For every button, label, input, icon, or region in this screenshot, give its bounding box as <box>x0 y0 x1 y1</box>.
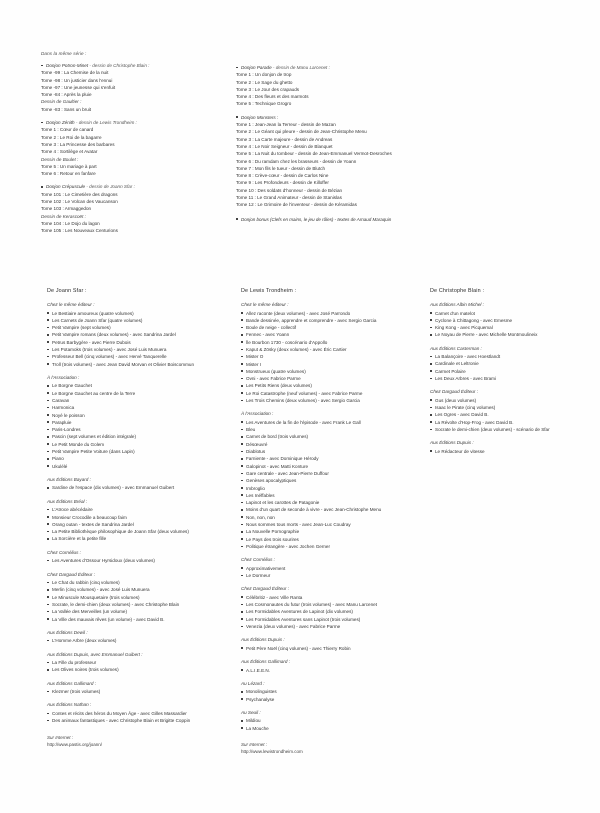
publisher-heading: Chez Dargaud Éditeur : <box>47 571 96 577</box>
publisher-heading: Aux Éditions Casterman : <box>430 345 482 351</box>
tome-entry: Tome 1 : Jean-Jean la Terreur - dessin de Mazan <box>236 122 336 128</box>
series-artist: - dessin de Christophe Blain : <box>88 63 150 68</box>
series-artist: - dessin de Joann Sfar : <box>85 184 135 190</box>
list-item: La Balançoire - avec Hoestlandt <box>430 353 595 360</box>
list-item: Le Pays des trois sourires <box>241 536 431 543</box>
tome-entry: Tome -97 : Une jeunesse qui s'enfuit <box>41 84 116 90</box>
work-list <box>241 717 431 732</box>
list-item: Les Deux Arbres - avec Brami <box>430 375 595 382</box>
publisher-heading: Aux Éditions Bréal : <box>47 498 88 504</box>
list-item: Galopinot - avec Matti Konture <box>241 463 431 470</box>
list-item: Monstrueux (quatre volumes) <box>241 368 431 375</box>
list-item: Nous sommes tous morts - avec Jean-Luc Coudray <box>241 521 431 528</box>
publisher-heading: Aux Éditions Albin Michel : <box>430 302 484 307</box>
list-item: Cyclone à Chittagong - avec Emesme <box>430 317 595 324</box>
website-url[interactable]: http://www.pastis.org/joann/ <box>47 741 103 747</box>
series-title: Donjon Parade <box>241 65 272 70</box>
publisher-heading: Aux Éditions Dupuis : <box>430 440 474 446</box>
work-list <box>47 506 232 542</box>
donjon-bonus-entry <box>236 216 476 223</box>
work-list <box>241 310 431 405</box>
list-item: Merlin (cinq volumes) - avec José Luis Munuera <box>47 586 232 593</box>
list-item: Imbroglio <box>241 485 431 492</box>
same-series-heading: Dans la même série : <box>41 51 87 56</box>
list-item: Les Olives noires (trois volumes) <box>47 666 232 673</box>
list-item: Farniente - avec Dominique Hérody <box>241 455 431 462</box>
donjon-bonus-sep: - <box>334 216 337 222</box>
same-series-right-column <box>236 58 476 223</box>
list-item: Socrate, le demi-chien (deux volumes) - avec Christophe Blain <box>47 601 232 608</box>
list-item: Boule de neige - collectif <box>241 324 431 331</box>
donjon-bonus-work: (Clefs en mains, le jeu de rôles) <box>270 216 334 222</box>
list-item: Professeur Bell (cinq volumes) - avec Hervé Tanquerelle <box>47 353 232 360</box>
list-item: Ovni - avec Fabrice Parme <box>241 375 431 382</box>
list-item: Les Cosmonautes du futur (trois volumes) - avec Manu Larcenet <box>241 601 431 608</box>
publisher-heading: Aux Éditions Gallimard : <box>47 680 97 686</box>
work-list <box>430 353 595 382</box>
list-item: Non, non, non <box>241 514 431 521</box>
list-item: Des animaux fantastiques - avec Christophe Blain et Brigitte Coppin <box>47 717 232 724</box>
publisher-heading: Chez Cornélius : <box>241 557 275 563</box>
publisher-heading: À l'Association : <box>241 411 274 417</box>
column-joann-sfar <box>47 288 232 748</box>
list-item: Le Minuscule Mousquetaire (trois volumes) <box>47 594 232 601</box>
list-item: Klezmer (trois volumes) <box>47 688 232 695</box>
tome-entry: Tome 11 : Le Grand Animateur - dessin de Stanislas <box>236 195 342 201</box>
tome-entry: Tome 12 : Le Grimoire de l'inventeur - dessin de Kéramidas <box>236 202 357 208</box>
list-item: La Mouche <box>241 725 431 732</box>
series-title: Donjon Crépuscule <box>46 184 86 190</box>
work-list <box>241 688 431 703</box>
series-heading: Donjon Monsters : <box>236 114 476 121</box>
work-list <box>241 419 431 550</box>
publisher-heading: Aux Éditions Nathan : <box>47 702 92 708</box>
work-list <box>47 382 232 470</box>
tome-entry: Tome 3 : La Carte majeure - dessin de Andreas <box>236 136 333 142</box>
tome-entry: Tome 2 : Le Sage du ghetto <box>236 79 293 85</box>
work-list <box>241 667 431 674</box>
list-item: Le Bestiaire amoureux (quatre volumes) <box>47 310 232 317</box>
list-item: A.L.I.E.E.N. <box>241 667 431 674</box>
publisher-heading: Chez le même éditeur : <box>241 302 289 307</box>
list-item: Ukulélé <box>47 463 232 470</box>
work-list <box>47 484 232 491</box>
list-item: Diablotus <box>241 448 431 455</box>
list-item: Orang outan - textes de Sandrina Jardel <box>47 521 232 528</box>
tome-entry: Tome 7 : Mon fils le tueur - dessin de Blutch <box>236 165 326 171</box>
list-item: Monsieur Crocodile a beaucoup faim <box>47 514 232 521</box>
list-item: Les Ogres - avec David B. <box>430 411 595 418</box>
donjon-bonus-credit: textes de Arnaud Maraquin <box>337 216 392 222</box>
list-item: La Ville des mauvais rêves (un volume) - avec David B. <box>47 616 232 623</box>
list-item: Approximativement <box>241 565 431 572</box>
tome-entry: Tome 10 : Des soldats d'honneur - dessin de Bézian <box>236 187 343 193</box>
tome-entry: Tome 3 : La Princesse des barbares <box>41 141 115 147</box>
same-series-left-body <box>41 62 231 235</box>
list-item: Carnet d'un matelot <box>430 310 595 317</box>
work-list <box>47 557 232 564</box>
tome-entry: Tome 8 : Crève-cœur - dessin de Carlos Nine <box>236 173 329 179</box>
list-item: Caravan <box>47 397 232 404</box>
list-item: Isaac le Pirate (cinq volumes) <box>430 404 595 411</box>
tome-entry: Tome 5 : Un mariage à part <box>41 163 97 169</box>
list-item: Kaput & Zösky (deux volumes) - avec Éric Cartier <box>241 346 431 353</box>
tome-entry: Tome 4 : Sortilège et Avatar <box>41 149 98 155</box>
work-list <box>47 579 232 623</box>
tome-entry: Tome 4 : Le Noir Seigneur - dessin de Blanquet <box>236 143 333 149</box>
list-item: Allez raconte (deux volumes) - avec José Parrondo <box>241 310 431 317</box>
publisher-heading: Chez Dargaud Éditeur : <box>241 586 290 592</box>
artist-subheading: Dessin de Boulet : <box>41 156 79 162</box>
tome-entry: Tome 5 : La Nuit du tombeur - dessin de Jean-Emmanuel Vermot-Desroches <box>236 151 392 157</box>
list-item: Les Aventures d'Ossour Hyrsidoux (deux volumes) <box>47 557 232 564</box>
work-list <box>241 594 431 630</box>
publisher-heading: Chez Cornélius : <box>47 549 81 555</box>
list-item: Mister O <box>241 353 431 360</box>
artist-subheading: Dessin de Gaultier : <box>41 99 82 105</box>
list-item: Gare centrale - avec Jean-Pierre Duffour <box>241 470 431 477</box>
tome-entry: Tome -99 : La Chemise de la nuit <box>41 70 109 76</box>
list-item: Monolinguistes <box>241 688 431 695</box>
tome-entry: Tome 105 : Les Nouveaux Centurions <box>41 228 118 234</box>
list-item: Les Formidables Aventures sans Lapinot (trois volumes) <box>241 616 431 623</box>
list-item: Le Noyau de Pierre - avec Michelle Montmoulineix <box>430 331 595 338</box>
tome-entry: Tome 103 : Armaggedon <box>41 206 92 212</box>
list-item: Fennec - avec Yoann <box>241 331 431 338</box>
list-item: La Vallée des Merveilles (un volume) <box>47 608 232 615</box>
tome-entry: Tome 2 : Le Roi de la bagarre <box>41 134 102 140</box>
work-list <box>47 688 232 695</box>
list-item: Le Roi Catastrophe (neuf volumes) - avec Fabrice Parme <box>241 390 431 397</box>
list-item: Carnet de bord (trois volumes) <box>241 433 431 440</box>
website-url[interactable]: http://www.lewistrondheim.com <box>241 749 303 755</box>
tome-entry: Tome -98 : Un justicier dans l'ennui <box>41 77 113 83</box>
same-series-left-column <box>41 51 231 235</box>
publisher-heading: Aux Éditions Bayard : <box>47 476 91 482</box>
publisher-heading: Chez Dargaud Éditeur : <box>430 389 479 395</box>
list-item: Petit Vampire (sept volumes) <box>47 324 232 331</box>
list-item: Cardinale et Leltronie <box>430 360 595 367</box>
publisher-heading: À l'Association : <box>47 374 80 380</box>
list-item: La Révolte d'Hop-Frog - avec David B. <box>430 419 595 426</box>
list-item: Moins d'un quart de seconde à vivre - avec Jean-Christophe Menu <box>241 506 431 513</box>
list-item: Le Chat du rabbin (cinq volumes) <box>47 579 232 586</box>
tome-entry: Tome 9 : Les Profondeurs - dessin de Killoffer <box>236 180 329 186</box>
list-item: Contes et récits des héros du Moyen Âge - avec Gilles Massardier <box>47 710 232 717</box>
tome-entry: Tome 5 : Technique Grogro <box>236 101 292 107</box>
list-item: Mildiou <box>241 717 431 724</box>
series-heading <box>41 183 231 190</box>
work-list <box>47 310 232 368</box>
tome-entry: Tome 104 : Le Dojo du lagon <box>41 220 100 226</box>
list-item: Mister I <box>241 361 431 368</box>
work-list <box>241 645 431 652</box>
publisher-heading: Au Lézard : <box>241 680 265 686</box>
list-item: Pascin (sept volumes et édition intégrale) <box>47 433 232 440</box>
list-item: Les Inéffables <box>241 492 431 499</box>
list-item: Île Bourbon 1730 - coscénario d'Appollo <box>241 339 431 346</box>
publisher-heading: Aux Éditions Gallimard : <box>241 659 291 665</box>
list-item: Célébritiz - avec Ville Ranta <box>241 594 431 601</box>
list-item: Socrate le demi-chien (deux volumes) - scénario de Sfar <box>430 426 595 433</box>
list-item: King Kong - avec Picquemal <box>430 324 595 331</box>
tome-entry: Tome 1 : Cœur de canard <box>41 127 94 133</box>
publisher-heading: Chez le même éditeur : <box>47 302 95 307</box>
list-item: Carmet Polaire <box>430 368 595 375</box>
work-list <box>430 397 595 433</box>
series-artist: - dessin de Manu Larcenet : <box>271 65 330 70</box>
artist-subheading: Dessin de Kerascoët : <box>41 213 86 219</box>
column-christophe-blain <box>430 288 595 455</box>
work-list <box>430 448 595 455</box>
author-heading: De Joann Sfar : <box>47 288 87 294</box>
list-item: Noyé le poisson <box>47 412 232 419</box>
series-heading <box>41 119 231 126</box>
list-item: Petrus Barbygère - avec Pierre Dubois <box>47 339 232 346</box>
list-item: Genèses apocalyptiques <box>241 477 431 484</box>
tome-entry: Tome 3 : Le Jour des crapauds <box>236 86 300 92</box>
list-item: Politique étrangère - avec Jochen Gerner <box>241 543 431 550</box>
list-item: Petit Vampire Petite Voiture (dans Lapin) <box>47 448 232 455</box>
list-item: La Petite Bibliothèque philosophique de Joann Sfar (deux volumes) <box>47 528 232 535</box>
list-item: Lapinot et les carottes de Patagonie <box>241 499 431 506</box>
list-item: Les Trois Chemins (deux volumes) - avec Sergio Garcia <box>241 397 431 404</box>
series-heading <box>41 62 231 69</box>
list-item: Parapluie <box>47 419 232 426</box>
work-list <box>47 637 232 644</box>
tome-entry: Tome -83 : Sans un bruit <box>41 106 92 112</box>
website-block <box>47 734 232 748</box>
series-title: Donjon Zénith <box>46 120 75 126</box>
list-item: Désœuvré <box>241 441 431 448</box>
list-item: La Fille du professeur <box>47 659 232 666</box>
list-item: Les Carnets de Joann Sfar (quatre volumes) <box>47 317 232 324</box>
tome-entry: Tome 4 : Des fleurs et des marmots <box>236 94 309 100</box>
website-block <box>241 741 431 755</box>
work-list <box>47 659 232 674</box>
website-label: Sur Internet : <box>47 734 74 740</box>
tome-entry: Tome -84 : Après la pluie <box>41 92 92 98</box>
publisher-heading: Aux Éditions Dupuis, avec Emmanuel Guibert : <box>47 651 143 657</box>
series-heading <box>236 64 476 71</box>
work-list <box>47 710 232 725</box>
donjon-bonus-label: Donjon bonus <box>241 216 269 222</box>
list-item: Petit Vampire romans (deux volumes) - avec Sandrina Jardel <box>47 331 232 338</box>
publisher-heading: Aux Éditions Dupuis : <box>241 637 285 643</box>
author-heading: De Lewis Trondheim : <box>241 288 297 294</box>
list-item: Venezia (deux volumes) - avec Fabrice Parme <box>241 623 431 630</box>
series-title: Donjon Monsters <box>241 114 276 120</box>
work-list <box>430 310 595 339</box>
list-item: Harmonica <box>47 404 232 411</box>
same-series-right-body <box>236 64 476 209</box>
list-item: Le Borgne Gauchet <box>47 382 232 389</box>
publisher-heading: Au Seuil : <box>241 709 261 715</box>
list-item: Les Aventures de la fin de l'épisode - avec Frank Le Gall <box>241 419 431 426</box>
list-item: Le Dormeur <box>241 572 431 579</box>
list-item: Bande dessinée, apprendre et comprendre - avec Sergio Garcia <box>241 317 431 324</box>
website-label: Sur Internet : <box>241 742 268 748</box>
list-item: Petit Père Noël (cinq volumes) - avec Thierry Robin <box>241 645 431 652</box>
series-artist: - dessin de Lewis Trondheim : <box>74 120 137 126</box>
tome-entry: Tome 6 : Retour en fanfare <box>41 171 96 177</box>
tome-entry: Tome 6 : Du ramdam chez les brasseurs - dessin de Yoann <box>236 158 357 164</box>
tome-entry: Tome 2 : Le Géant qui pleure - dessin de Jean-Christophe Menu <box>236 129 367 135</box>
list-item: Les Formidables Aventures de Lapinot (dix volumes) <box>241 608 431 615</box>
tome-entry: Tome 1 : Un donjon de trop <box>236 72 292 78</box>
list-item: Sardine de l'espace (dix volumes) - avec Emmanuel Guibert <box>47 484 232 491</box>
list-item: Paris-Londres <box>47 426 232 433</box>
list-item: Les Petits Riens (deux volumes) <box>241 382 431 389</box>
list-item: Troll (trois volumes) - avec Jean David Morvan et Olivier Boiscommun <box>47 361 232 368</box>
list-item: Les Potamoks (trois volumes) - avec José Luis Munuera <box>47 346 232 353</box>
tome-entry: Tome 101 : Le Cimetière des dragons <box>41 191 118 197</box>
author-heading: De Christophe Blain : <box>430 288 485 294</box>
list-item: L'Atroce abécédaire <box>47 506 232 513</box>
column-lewis-trondheim <box>241 288 431 755</box>
list-item: Bleu <box>241 426 431 433</box>
list-item: Psychanalyse <box>241 696 431 703</box>
work-list <box>241 565 431 580</box>
list-item: Le Rédacteur de vitesse <box>430 448 595 455</box>
publisher-heading: Aux Éditions Dewil : <box>47 629 88 635</box>
list-item: L'Homme Arbre (deux volumes) <box>47 637 232 644</box>
list-item: Gus (deux volumes) <box>430 397 595 404</box>
list-item: Le Borgne Gauchet au centre de la Terre <box>47 390 232 397</box>
list-item: La Sorcière et la petite fille <box>47 535 232 542</box>
tome-entry: Tome 102 : Le Volcan des Vaucanson <box>41 199 118 205</box>
series-title: Donjon Potron-Minet <box>46 63 89 68</box>
list-item: Le Petit Monde du Golem <box>47 441 232 448</box>
list-item: La Nouvelle Pornographie <box>241 528 431 535</box>
list-item: Piano <box>47 455 232 462</box>
